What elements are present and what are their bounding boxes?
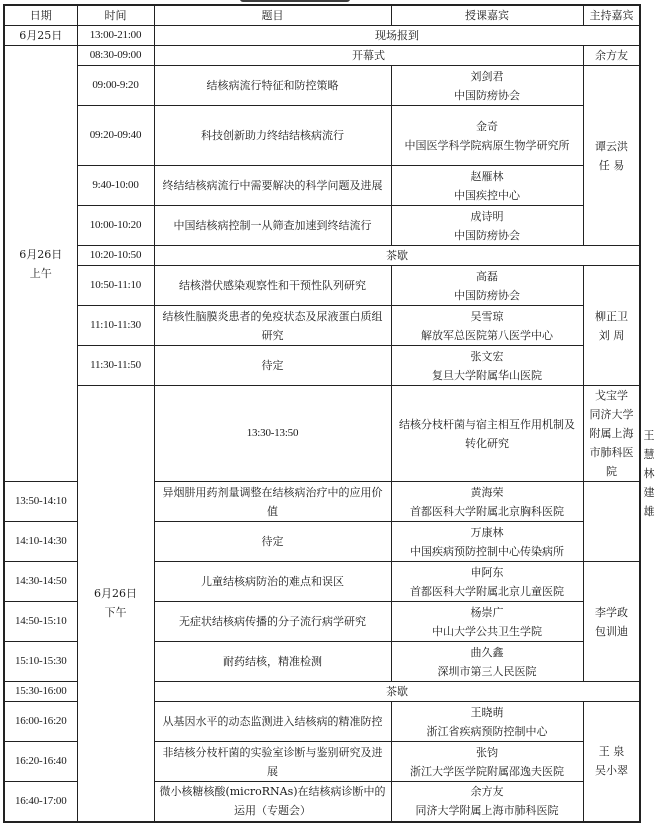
topic-cell: 待定 — [154, 522, 391, 562]
time-cell: 13:30-13:50 — [154, 386, 391, 482]
speaker-org: 同济大学附属上海市肺科医院 — [415, 804, 559, 818]
speaker-name: 吴雪琼 — [470, 309, 504, 323]
speaker-cell — [391, 346, 583, 386]
topic-cell: 结核病流行特征和防控策略 — [154, 66, 391, 106]
host-name: 吴小翠 — [595, 764, 628, 778]
date-cell: 6月25日 — [4, 26, 77, 46]
schedule-table — [3, 4, 655, 823]
speaker-org: 中国医学科学院病原生物学研究所 — [404, 138, 570, 152]
speaker-name: 黄海荣 — [470, 485, 504, 499]
time-cell: 09:20-09:40 — [77, 106, 154, 166]
table-row — [4, 46, 640, 66]
topic-cell: 耐药结核，精准检测 — [154, 642, 391, 682]
topic-cell: 从基因水平的动态监测进入结核病的精准防控 — [154, 702, 391, 742]
time-cell: 11:30-11:50 — [77, 346, 154, 386]
speaker-name: 张钧 — [476, 745, 498, 759]
topic-cell: 结核潜伏感染观察性和干预性队列研究 — [154, 266, 391, 306]
table-row — [4, 346, 640, 386]
host-name: 柳正卫 — [595, 309, 628, 323]
speaker-cell — [391, 522, 583, 562]
page-title-fragment — [240, 0, 350, 2]
speaker-cell — [391, 206, 583, 246]
event-cell: 茶歇 — [154, 682, 640, 702]
time-cell: 16:40-17:00 — [4, 782, 77, 822]
speaker-cell — [391, 642, 583, 682]
topic-cell: 科技创新助力终结结核病流行 — [154, 106, 391, 166]
time-cell: 11:10-11:30 — [77, 306, 154, 346]
speaker-org: 深圳市第三人民医院 — [437, 664, 537, 678]
topic-cell: 微小核糖核酸(microRNAs)在结核病诊断中的运用（专题会） — [154, 782, 391, 822]
topic-cell: 非结核分枝杆菌的实验室诊断与鉴别研究及进展 — [154, 742, 391, 782]
period-label: 上午 — [29, 266, 52, 280]
table-row — [4, 246, 640, 266]
speaker-cell — [391, 106, 583, 166]
speaker-name: 金奇 — [476, 119, 498, 133]
time-cell: 15:30-16:00 — [4, 682, 77, 702]
time-cell: 08:30-09:00 — [77, 46, 154, 66]
speaker-name: 王晓萌 — [470, 705, 504, 719]
time-cell: 10:50-11:10 — [77, 266, 154, 306]
time-cell: 13:00-21:00 — [77, 26, 154, 46]
host-name: 任 易 — [598, 158, 625, 172]
header-host: 主持嘉宾 — [583, 5, 640, 26]
period-label: 下午 — [104, 606, 127, 620]
host-name: 谭云洪 — [595, 139, 628, 153]
date-cell-afternoon — [77, 386, 154, 822]
topic-cell: 中国结核病控制一从筛查加速到终结流行 — [154, 206, 391, 246]
speaker-org: 同济大学附属上海市肺科医院 — [589, 408, 634, 478]
event-cell: 现场报到 — [154, 26, 640, 46]
speaker-name: 曲久鑫 — [470, 645, 504, 659]
table-row — [4, 66, 640, 106]
speaker-org: 中国防痨协会 — [454, 288, 520, 302]
host-cell — [583, 66, 640, 246]
time-cell: 10:20-10:50 — [77, 246, 154, 266]
speaker-org: 复旦大学附属华山医院 — [432, 368, 542, 382]
topic-cell: 终结结核病流行中需要解决的科学问题及进展 — [154, 166, 391, 206]
speaker-org: 浙江省疾病预防控制中心 — [426, 724, 548, 738]
time-cell: 14:10-14:30 — [4, 522, 77, 562]
speaker-name: 赵雁林 — [470, 169, 504, 183]
table-row — [4, 206, 640, 246]
event-cell: 茶歇 — [154, 246, 640, 266]
speaker-name: 杨崇广 — [470, 605, 504, 619]
host-cell — [583, 266, 640, 386]
speaker-name: 刘剑君 — [470, 69, 504, 83]
topic-cell: 待定 — [154, 346, 391, 386]
speaker-cell — [391, 482, 583, 522]
speaker-name: 张文宏 — [470, 349, 504, 363]
table-row — [4, 166, 640, 206]
speaker-name: 戈宝学 — [595, 389, 628, 402]
time-cell: 10:00-10:20 — [77, 206, 154, 246]
header-row — [4, 5, 640, 26]
time-cell: 09:00-9:20 — [77, 66, 154, 106]
host-name: 王 泉 — [598, 745, 625, 759]
speaker-cell — [391, 782, 583, 822]
speaker-cell — [391, 742, 583, 782]
header-speaker: 授课嘉宾 — [391, 5, 583, 26]
host-cell: 余方友 — [583, 46, 640, 66]
speaker-org: 首都医科大学附属北京儿童医院 — [410, 584, 564, 598]
header-date: 日期 — [4, 5, 77, 26]
table-row — [4, 266, 640, 306]
speaker-cell — [391, 702, 583, 742]
speaker-name: 余方友 — [470, 785, 504, 799]
topic-cell: 儿童结核病防治的难点和误区 — [154, 562, 391, 602]
time-cell: 14:50-15:10 — [4, 602, 77, 642]
date-label: 6月26日 — [19, 247, 63, 261]
host-cell — [583, 702, 640, 822]
host-name: 包训迪 — [595, 624, 628, 638]
speaker-cell — [391, 562, 583, 602]
speaker-name: 申阿东 — [470, 565, 504, 579]
event-cell: 开幕式 — [154, 46, 583, 66]
speaker-cell — [391, 266, 583, 306]
time-cell: 16:00-16:20 — [4, 702, 77, 742]
speaker-cell — [391, 306, 583, 346]
topic-cell: 结核分枝杆菌与宿主相互作用机制及转化研究 — [391, 386, 583, 482]
topic-cell: 无症状结核病传播的分子流行病学研究 — [154, 602, 391, 642]
time-cell: 9:40-10:00 — [77, 166, 154, 206]
speaker-name: 成诗明 — [470, 209, 504, 223]
time-cell: 15:10-15:30 — [4, 642, 77, 682]
speaker-org: 中国疾病预防控制中心传染病所 — [410, 544, 564, 558]
table-row — [4, 26, 640, 46]
header-time: 时间 — [77, 5, 154, 26]
speaker-cell — [391, 602, 583, 642]
date-cell-morning — [4, 46, 77, 482]
host-name: 李学政 — [595, 605, 628, 619]
table-row — [4, 106, 640, 166]
time-cell: 16:20-16:40 — [4, 742, 77, 782]
speaker-cell — [583, 386, 640, 482]
host-cell — [583, 562, 640, 682]
speaker-name: 高磊 — [476, 269, 498, 283]
time-cell: 14:30-14:50 — [4, 562, 77, 602]
time-cell: 13:50-14:10 — [4, 482, 77, 522]
speaker-org: 解放军总医院第八医学中心 — [421, 328, 553, 342]
table-row — [4, 306, 640, 346]
speaker-org: 首都医科大学附属北京胸科医院 — [410, 504, 564, 518]
speaker-cell — [391, 166, 583, 206]
host-name: 刘 周 — [598, 328, 625, 342]
header-topic: 题目 — [154, 5, 391, 26]
topic-cell: 结核性脑膜炎患者的免疫状态及尿液蛋白质组研究 — [154, 306, 391, 346]
date-label: 6月26日 — [94, 587, 137, 601]
topic-cell: 异烟肼用药剂量调整在结核病治疗中的应用价值 — [154, 482, 391, 522]
speaker-org: 中国防痨协会 — [454, 88, 520, 102]
speaker-org: 中国防痨协会 — [454, 228, 520, 242]
speaker-cell — [391, 66, 583, 106]
speaker-org: 中国疾控中心 — [454, 188, 520, 202]
speaker-org: 浙江大学医学院附属邵逸夫医院 — [410, 764, 564, 778]
table-row: 6月26日 下午 13:30-13:50 结核分枝杆菌与宿主相互作用机制及转化研究 戈宝学 同济大学附属上海市肺科医院 王 慧 林建雄 — [4, 386, 640, 482]
speaker-name: 万康林 — [470, 525, 504, 539]
speaker-org: 中山大学公共卫生学院 — [432, 624, 542, 638]
